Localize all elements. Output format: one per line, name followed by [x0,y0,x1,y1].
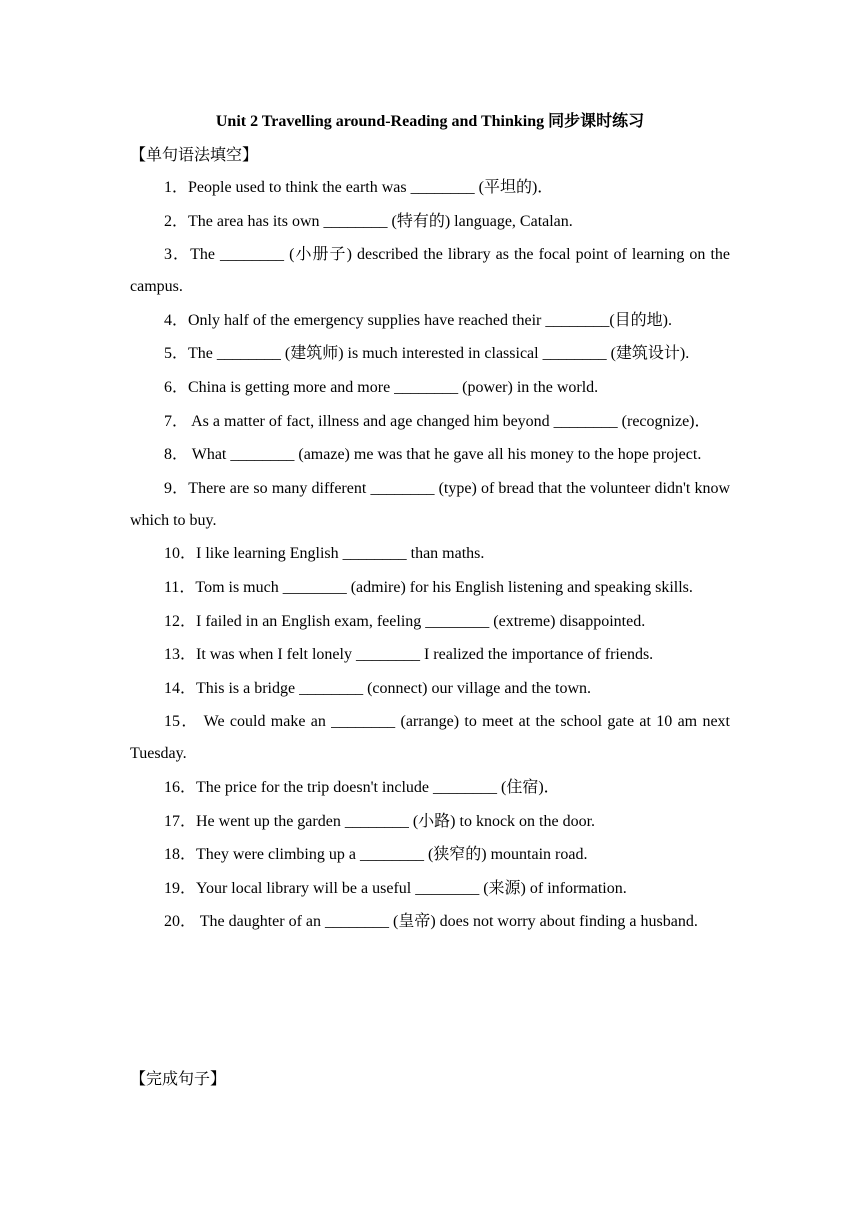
exercise-item: 15． We could make an ________ (arrange) to meet at the school gate at 10 am next Tuesday. [130,713,730,763]
exercise-item: 17．He went up the garden ________ (小路) to knock on the door. [164,812,596,830]
exercise-item: 10．I like learning English ________ than maths. [164,545,485,563]
exercise-item: 20． The daughter of an ________ (皇帝) does not worry about finding a husband. [164,913,698,931]
exercise-item: 1．People used to think the earth was ________ (平坦的)． [164,179,554,196]
exercise-item: 7． As a matter of fact, illness and age changed him beyond ________ (recognize)． [164,412,711,430]
exercise-item: 6．China is getting more and more ________ (power) in the world. [164,378,599,396]
document-title: Unit 2 Travelling around-Reading and Thinking 同步课时练习 [215,113,645,130]
exercise-item: 13．It was when I felt lonely ________ I realized the importance of friends. [164,646,654,664]
exercise-item: 16．The price for the trip doesn't include ________ (住宿)． [164,778,560,796]
exercise-item: 5．The ________ (建筑师) is much interested in classical ________ (建筑设计). [164,345,690,363]
exercise-item: 9．There are so many different ________ (type) of bread that the volunteer didn't know which to buy. [130,479,730,529]
exercise-item: 18．They were climbing up a ________ (狭窄的) mountain road. [164,846,588,864]
exercise-item: 14．This is a bridge ________ (connect) our village and the town. [164,679,592,697]
section-heading-grammar-fill: 【单句语法填空】 [130,147,259,164]
section-heading-complete-sentences: 【完成句子】 [130,1071,227,1088]
exercise-item: 11．Tom is much ________ (admire) for his English listening and speaking skills. [164,578,693,596]
exercise-item: 3．The ________ (小册子) described the library as the focal point of learning on the campus. [130,246,730,296]
exercise-item: 4．Only half of the emergency supplies have reached their ________(目的地). [164,311,673,329]
exercise-item: 2．The area has its own ________ (特有的) language, Catalan. [164,212,573,230]
exercise-item: 8． What ________ (amaze) me was that he gave all his money to the hope project. [164,446,702,464]
exercise-list [130,172,730,940]
exercise-item: 12．I failed in an English exam, feeling ________ (extreme) disappointed. [164,612,646,630]
exercise-item: 19．Your local library will be a useful ________ (来源) of information. [164,879,627,897]
